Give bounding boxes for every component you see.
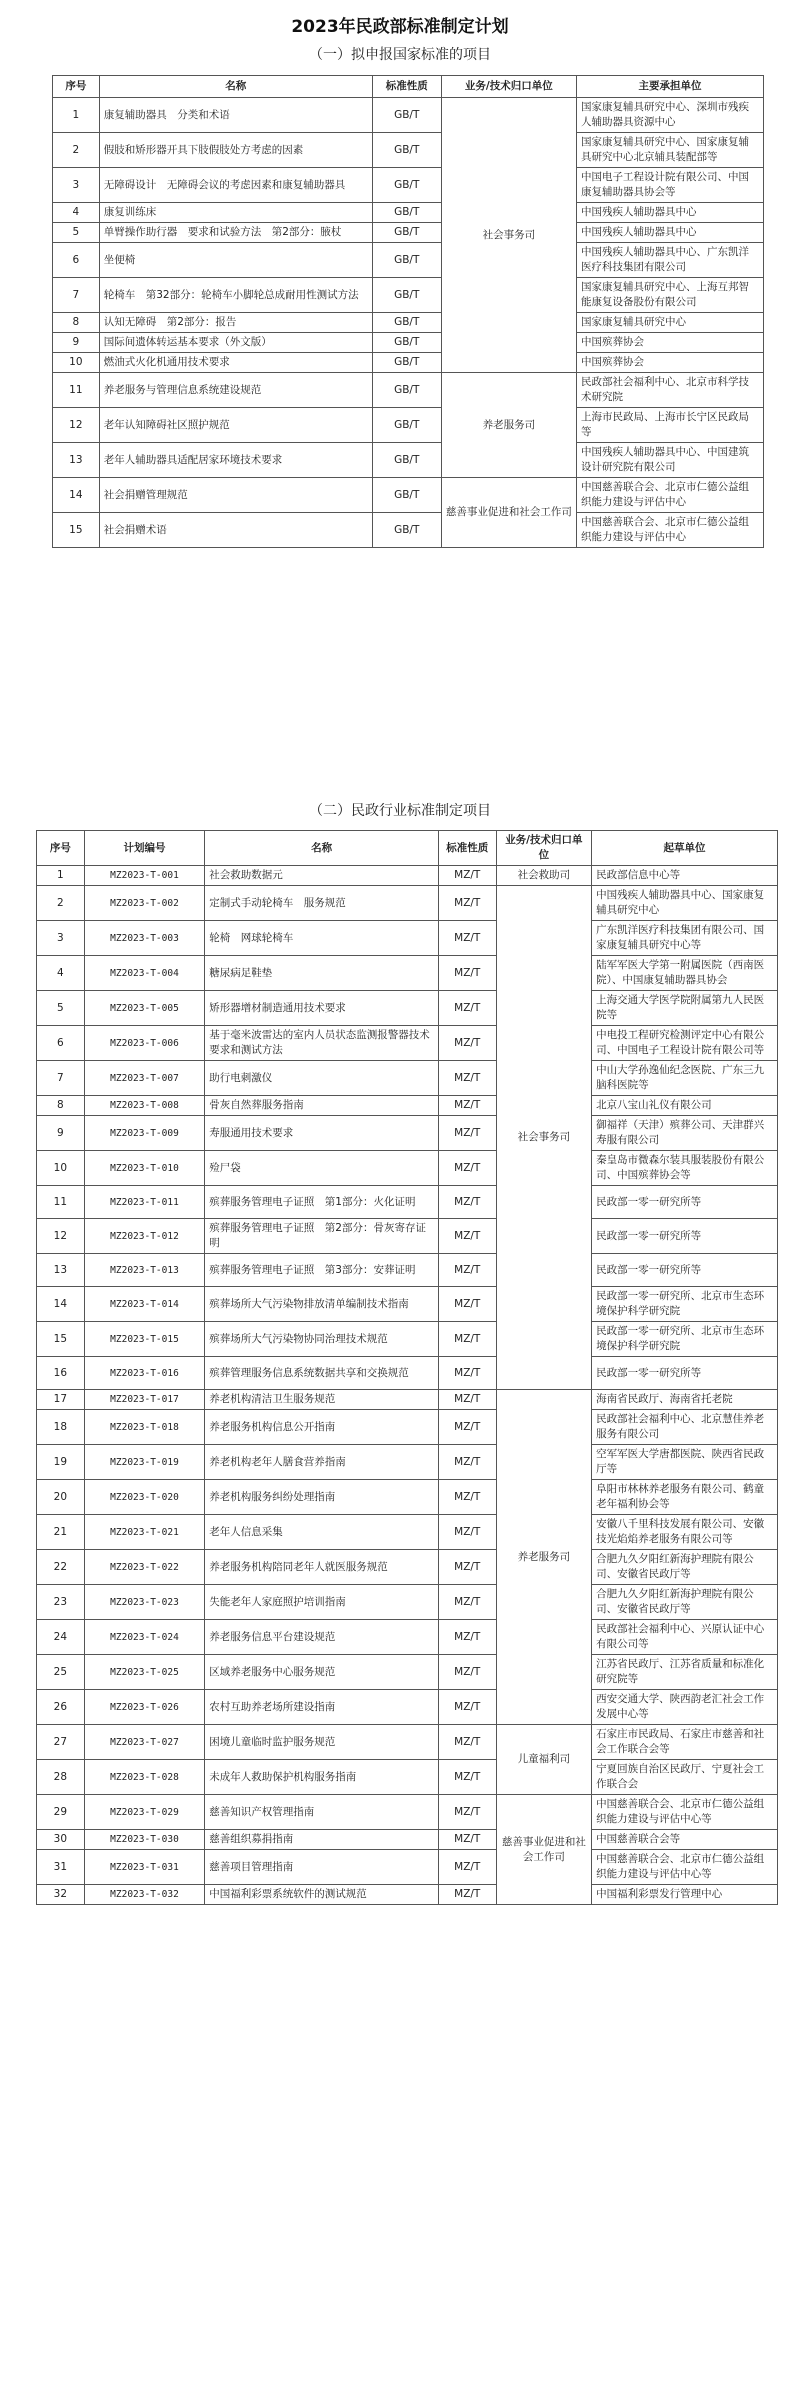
table-row bbox=[37, 1322, 778, 1357]
standard-name: 社会救助数据元 bbox=[205, 866, 439, 886]
industry-standards-table bbox=[36, 830, 778, 1905]
responsible-dept: 社会事务司 bbox=[441, 98, 576, 373]
row-number: 11 bbox=[37, 1186, 85, 1219]
row-number: 1 bbox=[37, 866, 85, 886]
standard-nature: GB/T bbox=[372, 243, 441, 278]
row-number: 18 bbox=[37, 1410, 85, 1445]
standard-name: 慈善组织募捐指南 bbox=[205, 1830, 439, 1850]
standard-nature: MZ/T bbox=[438, 921, 496, 956]
col-header-dept: 业务/技术归口单位 bbox=[441, 76, 576, 98]
table-row bbox=[37, 1850, 778, 1885]
table-row bbox=[53, 513, 764, 548]
drafting-organization: 陆军军医大学第一附属医院（西南医院）、中国康复辅助器具协会 bbox=[592, 956, 778, 991]
drafting-organization: 合肥九久夕阳红新海护理院有限公司、安徽省民政厅等 bbox=[592, 1585, 778, 1620]
table-row bbox=[37, 1655, 778, 1690]
standard-name: 慈善项目管理指南 bbox=[205, 1850, 439, 1885]
standard-name: 社会捐赠管理规范 bbox=[99, 478, 372, 513]
row-number: 19 bbox=[37, 1445, 85, 1480]
row-number: 3 bbox=[53, 168, 100, 203]
drafting-organization: 民政部社会福利中心、兴原认证中心有限公司等 bbox=[592, 1620, 778, 1655]
drafting-organization: 中国慈善联合会等 bbox=[592, 1830, 778, 1850]
plan-code: MZ2023-T-006 bbox=[84, 1026, 205, 1061]
table-row bbox=[37, 1410, 778, 1445]
row-number: 25 bbox=[37, 1655, 85, 1690]
standard-nature: MZ/T bbox=[438, 1410, 496, 1445]
standard-nature: MZ/T bbox=[438, 866, 496, 886]
standard-name: 康复训练床 bbox=[99, 203, 372, 223]
table-row bbox=[53, 353, 764, 373]
table-row bbox=[53, 98, 764, 133]
table-row bbox=[37, 1795, 778, 1830]
standard-name: 殡葬场所大气污染物协同治理技术规范 bbox=[205, 1322, 439, 1357]
standard-nature: MZ/T bbox=[438, 1655, 496, 1690]
drafting-organization: 中电投工程研究检测评定中心有限公司、中国电子工程设计院有限公司等 bbox=[592, 1026, 778, 1061]
standard-nature: GB/T bbox=[372, 408, 441, 443]
col-header-dept: 业务/技术归口单位 bbox=[496, 831, 591, 866]
standard-nature: MZ/T bbox=[438, 1760, 496, 1795]
table-row bbox=[37, 1690, 778, 1725]
standard-name: 定制式手动轮椅车 服务规范 bbox=[205, 886, 439, 921]
drafting-organization: 民政部一零一研究所、北京市生态环境保护科学研究院 bbox=[592, 1322, 778, 1357]
table-row bbox=[53, 313, 764, 333]
row-number: 17 bbox=[37, 1390, 85, 1410]
row-number: 2 bbox=[53, 133, 100, 168]
plan-code: MZ2023-T-014 bbox=[84, 1287, 205, 1322]
standard-nature: GB/T bbox=[372, 373, 441, 408]
table-row bbox=[37, 1096, 778, 1116]
standard-name: 假肢和矫形器开具下肢假肢处方考虑的因素 bbox=[99, 133, 372, 168]
standard-name: 糖尿病足鞋垫 bbox=[205, 956, 439, 991]
lead-organization: 中国殡葬协会 bbox=[576, 353, 763, 373]
row-number: 30 bbox=[37, 1830, 85, 1850]
drafting-organization: 中国慈善联合会、北京市仁德公益组织能力建设与评估中心等 bbox=[592, 1795, 778, 1830]
standard-name: 老年人辅助器具适配居家环境技术要求 bbox=[99, 443, 372, 478]
table-header-row bbox=[53, 76, 764, 98]
plan-code: MZ2023-T-010 bbox=[84, 1151, 205, 1186]
plan-code: MZ2023-T-026 bbox=[84, 1690, 205, 1725]
table-row bbox=[37, 1445, 778, 1480]
table-row bbox=[53, 223, 764, 243]
standard-nature: MZ/T bbox=[438, 1322, 496, 1357]
standard-nature: MZ/T bbox=[438, 1061, 496, 1096]
standard-name: 矫形器增材制造通用技术要求 bbox=[205, 991, 439, 1026]
lead-organization: 国家康复辅具研究中心 bbox=[576, 313, 763, 333]
standard-nature: GB/T bbox=[372, 443, 441, 478]
standard-nature: GB/T bbox=[372, 133, 441, 168]
lead-organization: 民政部社会福利中心、北京市科学技术研究院 bbox=[576, 373, 763, 408]
table-row bbox=[53, 168, 764, 203]
standard-nature: MZ/T bbox=[438, 1357, 496, 1390]
row-number: 24 bbox=[37, 1620, 85, 1655]
responsible-dept: 慈善事业促进和社会工作司 bbox=[441, 478, 576, 548]
standard-name: 单臂操作助行器 要求和试验方法 第2部分：腋杖 bbox=[99, 223, 372, 243]
standard-name: 区域养老服务中心服务规范 bbox=[205, 1655, 439, 1690]
responsible-dept: 慈善事业促进和社会工作司 bbox=[496, 1795, 591, 1905]
standard-nature: MZ/T bbox=[438, 1186, 496, 1219]
standard-name: 坐便椅 bbox=[99, 243, 372, 278]
table-header-row bbox=[37, 831, 778, 866]
standard-name: 老年认知障碍社区照护规范 bbox=[99, 408, 372, 443]
drafting-organization: 江苏省民政厅、江苏省质量和标准化研究院等 bbox=[592, 1655, 778, 1690]
standard-name: 养老机构老年人膳食营养指南 bbox=[205, 1445, 439, 1480]
row-number: 9 bbox=[37, 1116, 85, 1151]
drafting-organization: 安徽八千里科技发展有限公司、安徽技光焰焰养老服务有限公司等 bbox=[592, 1515, 778, 1550]
section1-heading: （一）拟申报国家标准的项目 bbox=[309, 47, 491, 63]
row-number: 32 bbox=[37, 1885, 85, 1905]
row-number: 5 bbox=[53, 223, 100, 243]
plan-code: MZ2023-T-013 bbox=[84, 1254, 205, 1287]
plan-code: MZ2023-T-030 bbox=[84, 1830, 205, 1850]
row-number: 2 bbox=[37, 886, 85, 921]
standard-nature: MZ/T bbox=[438, 991, 496, 1026]
lead-organization: 中国残疾人辅助器具中心 bbox=[576, 203, 763, 223]
table-row bbox=[37, 1061, 778, 1096]
plan-code: MZ2023-T-003 bbox=[84, 921, 205, 956]
table-row bbox=[37, 1550, 778, 1585]
responsible-dept: 养老服务司 bbox=[496, 1390, 591, 1725]
table-row bbox=[37, 921, 778, 956]
standard-nature: MZ/T bbox=[438, 1480, 496, 1515]
standard-name: 老年人信息采集 bbox=[205, 1515, 439, 1550]
standard-nature: GB/T bbox=[372, 478, 441, 513]
drafting-organization: 民政部一零一研究所等 bbox=[592, 1357, 778, 1390]
lead-organization: 国家康复辅具研究中心、深圳市残疾人辅助器具资源中心 bbox=[576, 98, 763, 133]
drafting-organization: 中国福利彩票发行管理中心 bbox=[592, 1885, 778, 1905]
plan-code: MZ2023-T-023 bbox=[84, 1585, 205, 1620]
drafting-organization: 海南省民政厅、海南省托老院 bbox=[592, 1390, 778, 1410]
standard-nature: MZ/T bbox=[438, 1585, 496, 1620]
standard-nature: MZ/T bbox=[438, 1795, 496, 1830]
standard-name: 基于毫米波雷达的室内人员状态监测报警器技术要求和测试方法 bbox=[205, 1026, 439, 1061]
standard-name: 骨灰自然葬服务指南 bbox=[205, 1096, 439, 1116]
standard-nature: GB/T bbox=[372, 513, 441, 548]
row-number: 12 bbox=[53, 408, 100, 443]
drafting-organization: 广东凯洋医疗科技集团有限公司、国家康复辅具研究中心等 bbox=[592, 921, 778, 956]
table-row bbox=[37, 1254, 778, 1287]
standard-nature: MZ/T bbox=[438, 1026, 496, 1061]
table-row bbox=[37, 1515, 778, 1550]
drafting-organization: 御福祥（天津）殡葬公司、天津群兴寿服有限公司 bbox=[592, 1116, 778, 1151]
row-number: 29 bbox=[37, 1795, 85, 1830]
drafting-organization: 石家庄市民政局、石家庄市慈善和社会工作联合会等 bbox=[592, 1725, 778, 1760]
standard-nature: GB/T bbox=[372, 98, 441, 133]
standard-nature: MZ/T bbox=[438, 1620, 496, 1655]
col-header-no: 序号 bbox=[37, 831, 85, 866]
standard-nature: MZ/T bbox=[438, 1096, 496, 1116]
standard-name: 农村互助养老场所建设指南 bbox=[205, 1690, 439, 1725]
table-row bbox=[37, 866, 778, 886]
standard-nature: MZ/T bbox=[438, 1254, 496, 1287]
row-number: 20 bbox=[37, 1480, 85, 1515]
standard-nature: MZ/T bbox=[438, 1151, 496, 1186]
row-number: 3 bbox=[37, 921, 85, 956]
lead-organization: 中国殡葬协会 bbox=[576, 333, 763, 353]
drafting-organization: 合肥九久夕阳红新海护理院有限公司、安徽省民政厅等 bbox=[592, 1550, 778, 1585]
standard-nature: GB/T bbox=[372, 278, 441, 313]
row-number: 21 bbox=[37, 1515, 85, 1550]
table-row bbox=[53, 243, 764, 278]
lead-organization: 中国残疾人辅助器具中心、广东凯洋医疗科技集团有限公司 bbox=[576, 243, 763, 278]
standard-name: 养老服务机构陪同老年人就医服务规范 bbox=[205, 1550, 439, 1585]
row-number: 22 bbox=[37, 1550, 85, 1585]
table-row bbox=[53, 443, 764, 478]
table-row bbox=[37, 1357, 778, 1390]
standard-name: 轮椅 网球轮椅车 bbox=[205, 921, 439, 956]
drafting-organization: 空军军医大学唐都医院、陕西省民政厅等 bbox=[592, 1445, 778, 1480]
standard-nature: MZ/T bbox=[438, 956, 496, 991]
table-row bbox=[37, 1390, 778, 1410]
table-row bbox=[37, 1480, 778, 1515]
table-row bbox=[37, 1186, 778, 1219]
lead-organization: 上海市民政局、上海市长宁区民政局等 bbox=[576, 408, 763, 443]
row-number: 8 bbox=[53, 313, 100, 333]
drafting-organization: 秦皇岛市微森尔装具服装股份有限公司、中国殡葬协会等 bbox=[592, 1151, 778, 1186]
row-number: 4 bbox=[37, 956, 85, 991]
col-header-nature: 标准性质 bbox=[372, 76, 441, 98]
table-row bbox=[37, 1219, 778, 1254]
table-row bbox=[53, 203, 764, 223]
section2-heading: （二）民政行业标准制定项目 bbox=[309, 803, 491, 819]
table-row bbox=[53, 333, 764, 353]
drafting-organization: 上海交通大学医学院附属第九人民医院等 bbox=[592, 991, 778, 1026]
responsible-dept: 社会救助司 bbox=[496, 866, 591, 886]
standard-name: 养老服务与管理信息系统建设规范 bbox=[99, 373, 372, 408]
standard-name: 康复辅助器具 分类和术语 bbox=[99, 98, 372, 133]
drafting-organization: 中国残疾人辅助器具中心、国家康复辅具研究中心 bbox=[592, 886, 778, 921]
drafting-organization: 中国慈善联合会、北京市仁德公益组织能力建设与评估中心等 bbox=[592, 1850, 778, 1885]
plan-code: MZ2023-T-020 bbox=[84, 1480, 205, 1515]
row-number: 13 bbox=[53, 443, 100, 478]
table-row bbox=[37, 1026, 778, 1061]
standard-name: 失能老年人家庭照护培训指南 bbox=[205, 1585, 439, 1620]
table-row bbox=[37, 1585, 778, 1620]
table-row bbox=[53, 478, 764, 513]
standard-nature: MZ/T bbox=[438, 1116, 496, 1151]
standard-nature: MZ/T bbox=[438, 1690, 496, 1725]
standard-nature: GB/T bbox=[372, 313, 441, 333]
standard-nature: MZ/T bbox=[438, 1515, 496, 1550]
table-row bbox=[37, 886, 778, 921]
row-number: 7 bbox=[37, 1061, 85, 1096]
col-header-org: 主要承担单位 bbox=[576, 76, 763, 98]
standard-name: 养老机构清洁卫生服务规范 bbox=[205, 1390, 439, 1410]
plan-code: MZ2023-T-004 bbox=[84, 956, 205, 991]
plan-code: MZ2023-T-008 bbox=[84, 1096, 205, 1116]
standard-nature: MZ/T bbox=[438, 1445, 496, 1480]
plan-code: MZ2023-T-024 bbox=[84, 1620, 205, 1655]
lead-organization: 中国慈善联合会、北京市仁德公益组织能力建设与评估中心 bbox=[576, 513, 763, 548]
row-number: 10 bbox=[37, 1151, 85, 1186]
col-header-no: 序号 bbox=[53, 76, 100, 98]
standard-name: 助行电刺激仪 bbox=[205, 1061, 439, 1096]
plan-code: MZ2023-T-001 bbox=[84, 866, 205, 886]
responsible-dept: 儿童福利司 bbox=[496, 1725, 591, 1795]
standard-name: 殓尸袋 bbox=[205, 1151, 439, 1186]
drafting-organization: 民政部信息中心等 bbox=[592, 866, 778, 886]
standard-name: 中国福利彩票系统软件的测试规范 bbox=[205, 1885, 439, 1905]
lead-organization: 国家康复辅具研究中心、国家康复辅具研究中心北京辅具装配部等 bbox=[576, 133, 763, 168]
table-row bbox=[53, 278, 764, 313]
standard-nature: GB/T bbox=[372, 203, 441, 223]
table-row bbox=[37, 956, 778, 991]
table-row bbox=[37, 1885, 778, 1905]
row-number: 23 bbox=[37, 1585, 85, 1620]
standard-name: 燃油式火化机通用技术要求 bbox=[99, 353, 372, 373]
standard-name: 殡葬服务管理电子证照 第1部分：火化证明 bbox=[205, 1186, 439, 1219]
standard-nature: MZ/T bbox=[438, 1725, 496, 1760]
row-number: 15 bbox=[37, 1322, 85, 1357]
standard-nature: MZ/T bbox=[438, 1885, 496, 1905]
row-number: 27 bbox=[37, 1725, 85, 1760]
standard-name: 殡葬场所大气污染物排放清单编制技术指南 bbox=[205, 1287, 439, 1322]
row-number: 16 bbox=[37, 1357, 85, 1390]
plan-code: MZ2023-T-028 bbox=[84, 1760, 205, 1795]
row-number: 6 bbox=[53, 243, 100, 278]
table-row bbox=[37, 1116, 778, 1151]
standard-name: 困境儿童临时监护服务规范 bbox=[205, 1725, 439, 1760]
standard-nature: MZ/T bbox=[438, 1550, 496, 1585]
plan-code: MZ2023-T-015 bbox=[84, 1322, 205, 1357]
row-number: 8 bbox=[37, 1096, 85, 1116]
plan-code: MZ2023-T-017 bbox=[84, 1390, 205, 1410]
responsible-dept: 养老服务司 bbox=[441, 373, 576, 478]
lead-organization: 中国电子工程设计院有限公司、中国康复辅助器具协会等 bbox=[576, 168, 763, 203]
table-row bbox=[37, 1725, 778, 1760]
drafting-organization: 民政部一零一研究所、北京市生态环境保护科学研究院 bbox=[592, 1287, 778, 1322]
row-number: 7 bbox=[53, 278, 100, 313]
standard-nature: GB/T bbox=[372, 353, 441, 373]
plan-code: MZ2023-T-016 bbox=[84, 1357, 205, 1390]
row-number: 14 bbox=[53, 478, 100, 513]
row-number: 14 bbox=[37, 1287, 85, 1322]
standard-nature: GB/T bbox=[372, 223, 441, 243]
standard-name: 养老服务机构信息公开指南 bbox=[205, 1410, 439, 1445]
standard-name: 社会捐赠术语 bbox=[99, 513, 372, 548]
lead-organization: 国家康复辅具研究中心、上海互邦智能康复设备股份有限公司 bbox=[576, 278, 763, 313]
plan-code: MZ2023-T-007 bbox=[84, 1061, 205, 1096]
standard-name: 殡葬服务管理电子证照 第3部分：安葬证明 bbox=[205, 1254, 439, 1287]
plan-code: MZ2023-T-029 bbox=[84, 1795, 205, 1830]
lead-organization: 中国残疾人辅助器具中心、中国建筑设计研究院有限公司 bbox=[576, 443, 763, 478]
row-number: 10 bbox=[53, 353, 100, 373]
row-number: 11 bbox=[53, 373, 100, 408]
table-row bbox=[37, 991, 778, 1026]
col-header-nature: 标准性质 bbox=[438, 831, 496, 866]
plan-code: MZ2023-T-005 bbox=[84, 991, 205, 1026]
plan-code: MZ2023-T-019 bbox=[84, 1445, 205, 1480]
plan-code: MZ2023-T-031 bbox=[84, 1850, 205, 1885]
drafting-organization: 宁夏回族自治区民政厅、宁夏社会工作联合会 bbox=[592, 1760, 778, 1795]
standard-name: 国际间遗体转运基本要求（外文版） bbox=[99, 333, 372, 353]
standard-nature: MZ/T bbox=[438, 1830, 496, 1850]
drafting-organization: 阜阳市林林养老服务有限公司、鹤童老年福利协会等 bbox=[592, 1480, 778, 1515]
lead-organization: 中国残疾人辅助器具中心 bbox=[576, 223, 763, 243]
standard-nature: GB/T bbox=[372, 168, 441, 203]
standard-nature: GB/T bbox=[372, 333, 441, 353]
row-number: 31 bbox=[37, 1850, 85, 1885]
standard-nature: MZ/T bbox=[438, 1850, 496, 1885]
table-row bbox=[53, 373, 764, 408]
standard-name: 殡葬服务管理电子证照 第2部分：骨灰寄存证明 bbox=[205, 1219, 439, 1254]
row-number: 9 bbox=[53, 333, 100, 353]
col-header-name: 名称 bbox=[205, 831, 439, 866]
drafting-organization: 民政部社会福利中心、北京慧佳养老服务有限公司 bbox=[592, 1410, 778, 1445]
drafting-organization: 北京八宝山礼仪有限公司 bbox=[592, 1096, 778, 1116]
standard-nature: MZ/T bbox=[438, 1390, 496, 1410]
drafting-organization: 民政部一零一研究所等 bbox=[592, 1186, 778, 1219]
table-row bbox=[53, 133, 764, 168]
row-number: 5 bbox=[37, 991, 85, 1026]
standard-name: 未成年人救助保护机构服务指南 bbox=[205, 1760, 439, 1795]
standard-name: 认知无障碍 第2部分：报告 bbox=[99, 313, 372, 333]
col-header-name: 名称 bbox=[99, 76, 372, 98]
lead-organization: 中国慈善联合会、北京市仁德公益组织能力建设与评估中心 bbox=[576, 478, 763, 513]
plan-code: MZ2023-T-032 bbox=[84, 1885, 205, 1905]
drafting-organization: 民政部一零一研究所等 bbox=[592, 1254, 778, 1287]
page-title: 2023年民政部标准制定计划 bbox=[291, 17, 509, 37]
col-header-code: 计划编号 bbox=[84, 831, 205, 866]
row-number: 4 bbox=[53, 203, 100, 223]
plan-code: MZ2023-T-011 bbox=[84, 1186, 205, 1219]
standard-nature: MZ/T bbox=[438, 1287, 496, 1322]
table-row bbox=[53, 408, 764, 443]
drafting-organization: 西安交通大学、陕西韵老汇社会工作发展中心等 bbox=[592, 1690, 778, 1725]
table-row bbox=[37, 1287, 778, 1322]
plan-code: MZ2023-T-025 bbox=[84, 1655, 205, 1690]
standard-name: 慈善知识产权管理指南 bbox=[205, 1795, 439, 1830]
national-standards-table bbox=[52, 75, 764, 548]
row-number: 28 bbox=[37, 1760, 85, 1795]
plan-code: MZ2023-T-022 bbox=[84, 1550, 205, 1585]
standard-nature: MZ/T bbox=[438, 886, 496, 921]
row-number: 12 bbox=[37, 1219, 85, 1254]
col-header-org: 起草单位 bbox=[592, 831, 778, 866]
plan-code: MZ2023-T-012 bbox=[84, 1219, 205, 1254]
drafting-organization: 中山大学孙逸仙纪念医院、广东三九脑科医院等 bbox=[592, 1061, 778, 1096]
row-number: 6 bbox=[37, 1026, 85, 1061]
plan-code: MZ2023-T-027 bbox=[84, 1725, 205, 1760]
row-number: 15 bbox=[53, 513, 100, 548]
plan-code: MZ2023-T-018 bbox=[84, 1410, 205, 1445]
table-row bbox=[37, 1830, 778, 1850]
plan-code: MZ2023-T-002 bbox=[84, 886, 205, 921]
drafting-organization: 民政部一零一研究所等 bbox=[592, 1219, 778, 1254]
row-number: 13 bbox=[37, 1254, 85, 1287]
standard-nature: MZ/T bbox=[438, 1219, 496, 1254]
plan-code: MZ2023-T-021 bbox=[84, 1515, 205, 1550]
plan-code: MZ2023-T-009 bbox=[84, 1116, 205, 1151]
table-row bbox=[37, 1760, 778, 1795]
standard-name: 轮椅车 第32部分：轮椅车小脚轮总成耐用性测试方法 bbox=[99, 278, 372, 313]
row-number: 26 bbox=[37, 1690, 85, 1725]
row-number: 1 bbox=[53, 98, 100, 133]
standard-name: 养老服务信息平台建设规范 bbox=[205, 1620, 439, 1655]
standard-name: 寿服通用技术要求 bbox=[205, 1116, 439, 1151]
table-row bbox=[37, 1620, 778, 1655]
standard-name: 殡葬管理服务信息系统数据共享和交换规范 bbox=[205, 1357, 439, 1390]
table-row bbox=[37, 1151, 778, 1186]
responsible-dept: 社会事务司 bbox=[496, 886, 591, 1390]
standard-name: 无障碍设计 无障碍会议的考虑因素和康复辅助器具 bbox=[99, 168, 372, 203]
standard-name: 养老机构服务纠纷处理指南 bbox=[205, 1480, 439, 1515]
